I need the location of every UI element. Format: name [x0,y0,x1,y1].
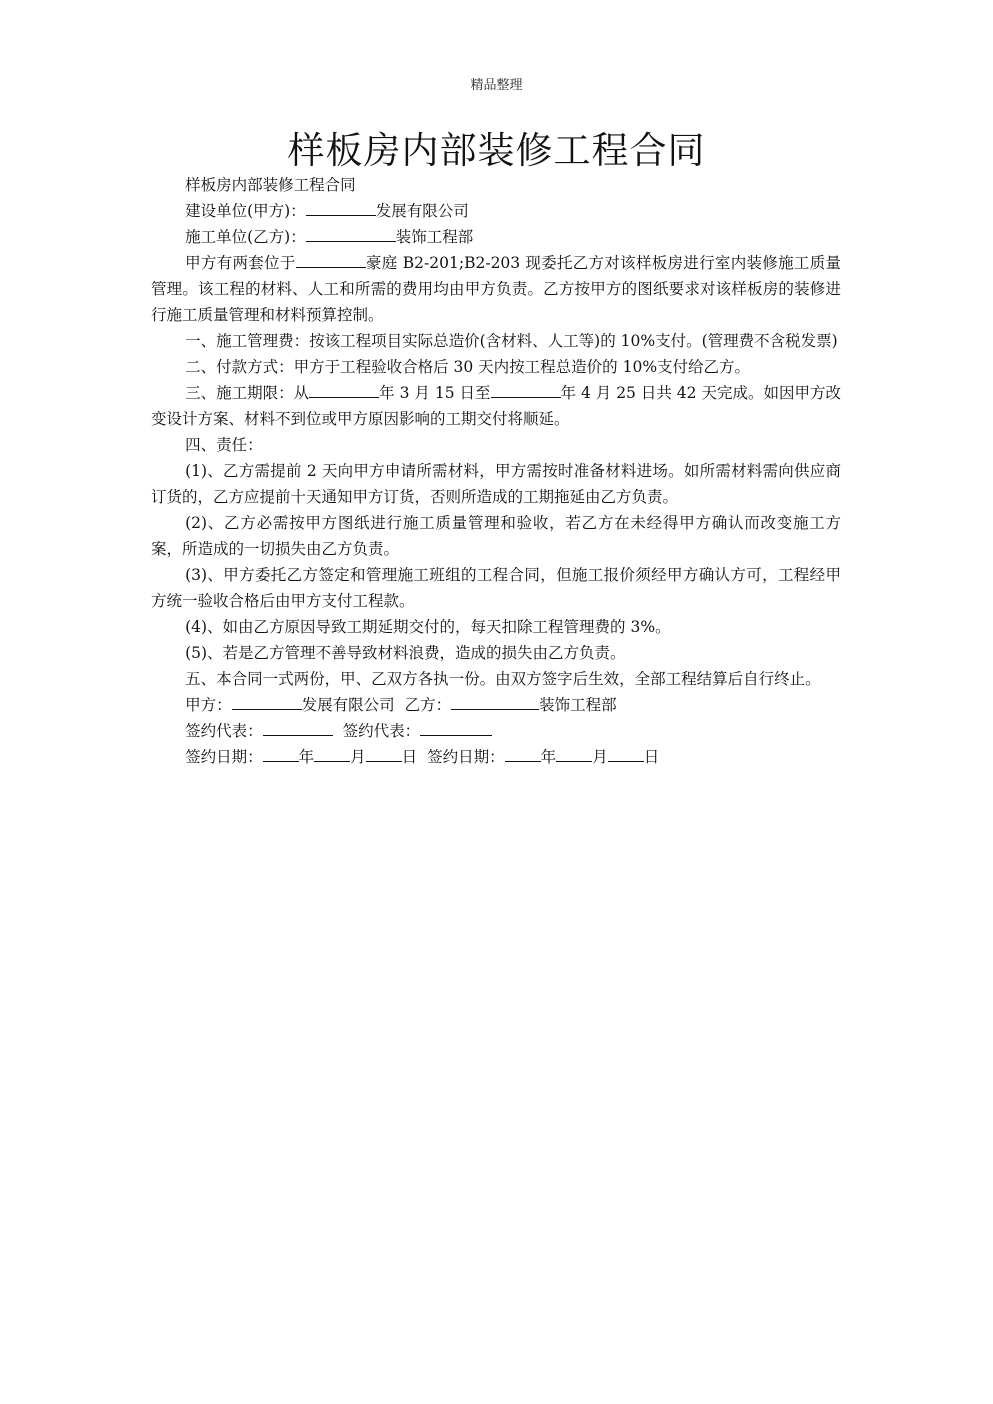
clause-1: 一、施工管理费：按该工程项目实际总造价(含材料、人工等)的 10%支付。(管理费不含税发票) [185,332,838,350]
clause-5: 五、本合同一式两份，甲、乙双方各执一份。由双方签字后生效，全部工程结算后自行终止。 [185,670,821,688]
sign-party-b-blank [451,692,539,710]
sign-party-b-label: 乙方： [404,696,452,714]
signature-date-line [151,744,841,770]
party-b-line [151,224,841,250]
rep-b-blank [420,718,492,736]
date-b-day-blank [608,744,644,762]
party-a-line [151,198,841,224]
party-b-blank [306,224,396,242]
rep-label-b: 签约代表： [342,722,421,740]
date-b-month: 月 [592,748,608,766]
location-blank [296,250,366,268]
date-a-year-blank [263,744,299,762]
signature-rep-line [151,718,841,744]
clause-2: 二、付款方式：甲方于工程验收合格后 30 天内按工程总造价的 10%支付给乙方。 [185,358,751,376]
start-year-blank [309,380,379,398]
date-b-year: 年 [540,748,557,766]
date-label-a: 签约日期： [185,748,263,766]
clause-3-part-a: 三、施工期限：从 [185,384,310,402]
clause-4-item-5: (5)、若是乙方管理不善导致材料浪费，造成的损失由乙方负责。 [185,644,626,662]
overview-post: 豪庭 B2-201;B2-203 现委托乙方对该样板房进行室内装修施工质量管理。该工程的材料、人工和所需的费用均由甲方负责。乙方按甲方的图纸要求对该样板房的装修进行施工质量管理和材料预算控制。 [151,254,841,324]
sign-party-b-suffix: 装饰工程部 [539,696,617,714]
clause-4-item-1: (1)、乙方需提前 2 天向甲方申请所需材料，甲方需按时准备材料进场。如所需材料需向供应商订货的，乙方应提前十天通知甲方订货，否则所造成的工期拖延由乙方负责。 [151,462,841,506]
party-a-suffix: 发展有限公司 [375,202,469,220]
contract-body [151,172,841,770]
rep-a-blank [263,718,333,736]
overview-pre: 甲方有两套位于 [185,254,296,272]
date-b-month-blank [556,744,592,762]
subtitle: 样板房内部装修工程合同 [185,176,356,194]
overview-paragraph [151,250,841,328]
clause-3 [151,380,841,432]
clause-3-part-c: 年 4 月 25 日共 42 天完成。如因甲方改变设计方案、材料不到位或甲方原因影响的工期交付将顺延。 [151,384,842,428]
date-a-day-blank [366,744,402,762]
date-b-day: 日 [643,748,660,766]
sign-party-a-blank [232,692,302,710]
date-a-month: 月 [350,748,366,766]
signature-parties-line [151,692,841,718]
party-b-label: 施工单位(乙方)： [185,228,306,246]
rep-label-a: 签约代表： [185,722,263,740]
date-b-year-blank [505,744,541,762]
party-a-label: 建设单位(甲方)： [185,202,306,220]
document-title: 样板房内部装修工程合同 [287,129,706,172]
end-year-blank [491,380,561,398]
sign-party-a-suffix: 发展有限公司 [301,696,395,714]
header-note: 精品整理 [470,78,523,93]
sign-party-a-label: 甲方： [185,696,232,714]
party-b-suffix: 装饰工程部 [395,228,474,246]
clause-4-heading: 四、责任： [185,436,263,454]
date-a-month-blank [314,744,350,762]
clause-4-item-3: (3)、甲方委托乙方签定和管理施工班组的工程合同，但施工报价须经甲方确认方可，工程经甲方统一验收合格后由甲方支付工程款。 [151,566,841,610]
date-label-b: 签约日期： [427,748,505,766]
clause-4-item-4: (4)、如由乙方原因导致工期延期交付的，每天扣除工程管理费的 3%。 [185,618,671,636]
date-a-day: 日 [401,748,418,766]
clause-3-part-b: 年 3 月 15 日至 [379,384,491,402]
date-a-year: 年 [298,748,315,766]
clause-4-item-2: (2)、乙方必需按甲方图纸进行施工质量管理和验收，若乙方在未经得甲方确认而改变施工方案，所造成的一切损失由乙方负责。 [151,514,841,558]
party-a-blank [306,198,376,216]
